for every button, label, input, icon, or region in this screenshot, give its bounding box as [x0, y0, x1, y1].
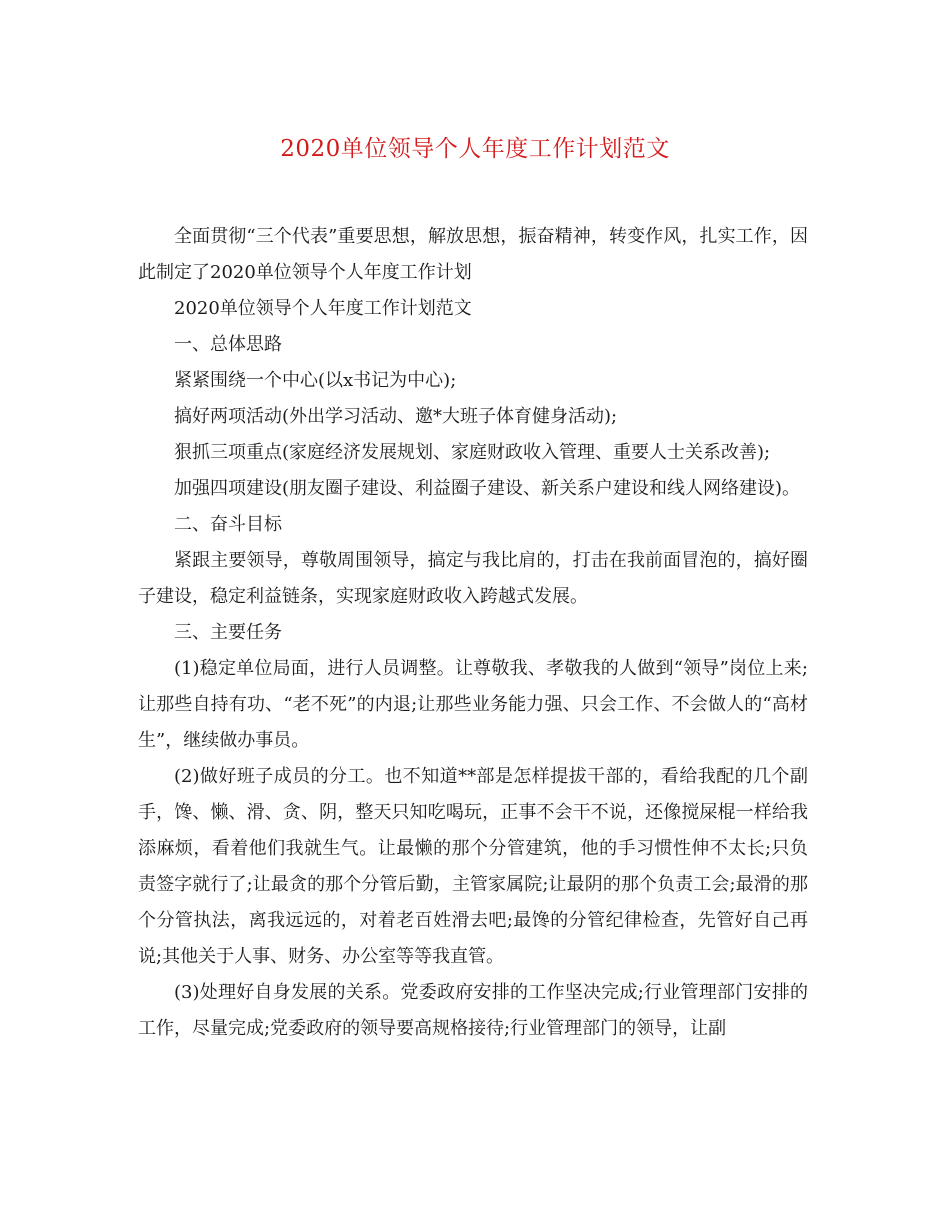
paragraph-task-3: (3)处理好自身发展的关系。党委政府安排的工作坚决完成;行业管理部门安排的工作，尽量完成;党委政府的领导要高规格接待;行业管理部门的领导，让副	[138, 982, 808, 1039]
paragraph-three-priorities: 狠抓三项重点(家庭经济发展规划、家庭财政收入管理、重要人士关系改善);	[174, 442, 771, 463]
paragraph-goals: 紧跟主要领导，尊敬周围领导，搞定与我比肩的，打击在我前面冒泡的，搞好圈子建设，稳定利益链条，实现家庭财政收入跨越式发展。	[138, 550, 808, 607]
paragraph-intro: 全面贯彻“三个代表”重要思想，解放思想，振奋精神，转变作风，扎实工作，因此制定了2020单位领导个人年度工作计划	[138, 226, 808, 283]
document-title: 2020单位领导个人年度工作计划范文	[280, 136, 670, 162]
section-heading-main-tasks: 三、主要任务	[174, 622, 282, 643]
paragraph-subtitle: 2020单位领导个人年度工作计划范文	[174, 298, 472, 319]
section-heading-overall-approach: 一、总体思路	[174, 334, 282, 355]
paragraph-four-constructions: 加强四项建设(朋友圈子建设、利益圈子建设、新关系户建设和线人网络建设)。	[174, 478, 801, 499]
paragraph-task-2: (2)做好班子成员的分工。也不知道**部是怎样提拔干部的，看给我配的几个副手，馋、懒、滑、贪、阴，整天只知吃喝玩，正事不会干不说，还像搅屎棍一样给我添麻烦，看着他们我就生气。让最懒的那个分管建筑，他的手习惯性伸不太长;只负责签字就行了;让最贪的那个分管后勤，主管家属院;让最阴的那个负责工会;最滑的那个分管执法，离我远远的，对着老百姓滑去吧;最馋的分管纪律检查，先管好自己再说;其他关于人事、财务、办公室等等我直管。	[138, 766, 808, 967]
paragraph-two-activities: 搞好两项活动(外出学习活动、邀*大班子体育健身活动);	[174, 406, 618, 427]
paragraph-task-1: (1)稳定单位局面，进行人员调整。让尊敬我、孝敬我的人做到“领导”岗位上来;让那些自持有功、“老不死”的内退;让那些业务能力强、只会工作、不会做人的“高材生”，继续做办事员。	[138, 658, 808, 751]
section-heading-goals: 二、奋斗目标	[174, 514, 282, 535]
paragraph-one-center: 紧紧围绕一个中心(以x书记为中心);	[174, 370, 457, 391]
document-body	[138, 219, 808, 1047]
